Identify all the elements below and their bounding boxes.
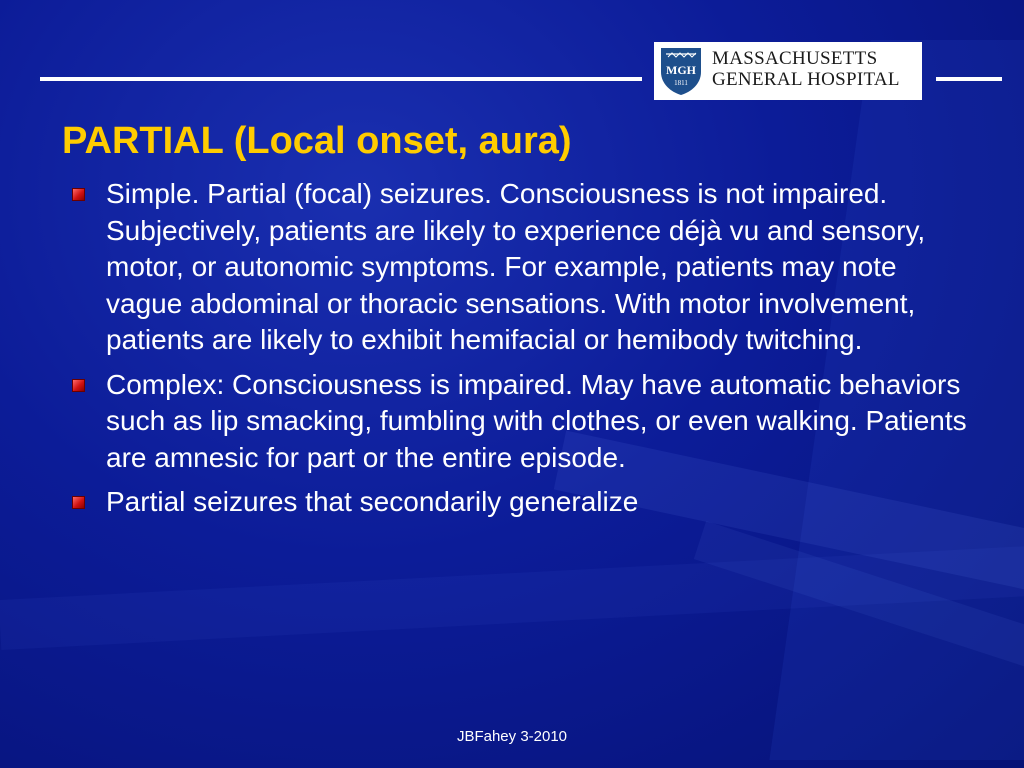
bullet-item-simple [70,176,975,359]
emblem-year: 1811 [674,79,688,87]
bullet-text: Complex: Consciousness is impaired. May have automatic behaviors such as lip smacking, fumbling with clothes, or even walking. Patients are amnesic for part or the entire episode. [106,368,967,473]
footer-text: JBFahey 3-2010 [456,728,568,745]
mgh-shield-icon [658,46,704,96]
slide-title: PARTIAL (Local onset, aura) [62,120,572,162]
mgh-logo [654,42,922,100]
background-beam [0,542,1024,650]
bullet-text: Simple. Partial (focal) seizures. Consciousness is not impaired. Subjectively, patients are likely to experience déjà vu and sensory, motor, or autonomic symptoms. For example, patients may note vague abdominal or thoracic sensations. With motor involvement, patients are likely to exhibit hemifacial or hemibody twitching. [106,178,926,355]
bullet-text: Partial seizures that secondarily generalize [106,486,639,517]
logo-line-1: MASSACHUSETTS [712,48,878,69]
emblem-text: MGH [666,63,696,77]
red-square-bullet-icon [72,188,85,201]
red-square-bullet-icon [72,496,85,509]
header-rule-right [936,77,1002,81]
bullet-list [70,176,975,529]
bullet-item-secondary [70,484,975,521]
logo-line-2: GENERAL HOSPITAL [712,69,900,90]
red-square-bullet-icon [72,379,85,392]
bullet-item-complex [70,367,975,477]
header-rule-left [40,77,642,81]
background-beam [694,521,1024,744]
